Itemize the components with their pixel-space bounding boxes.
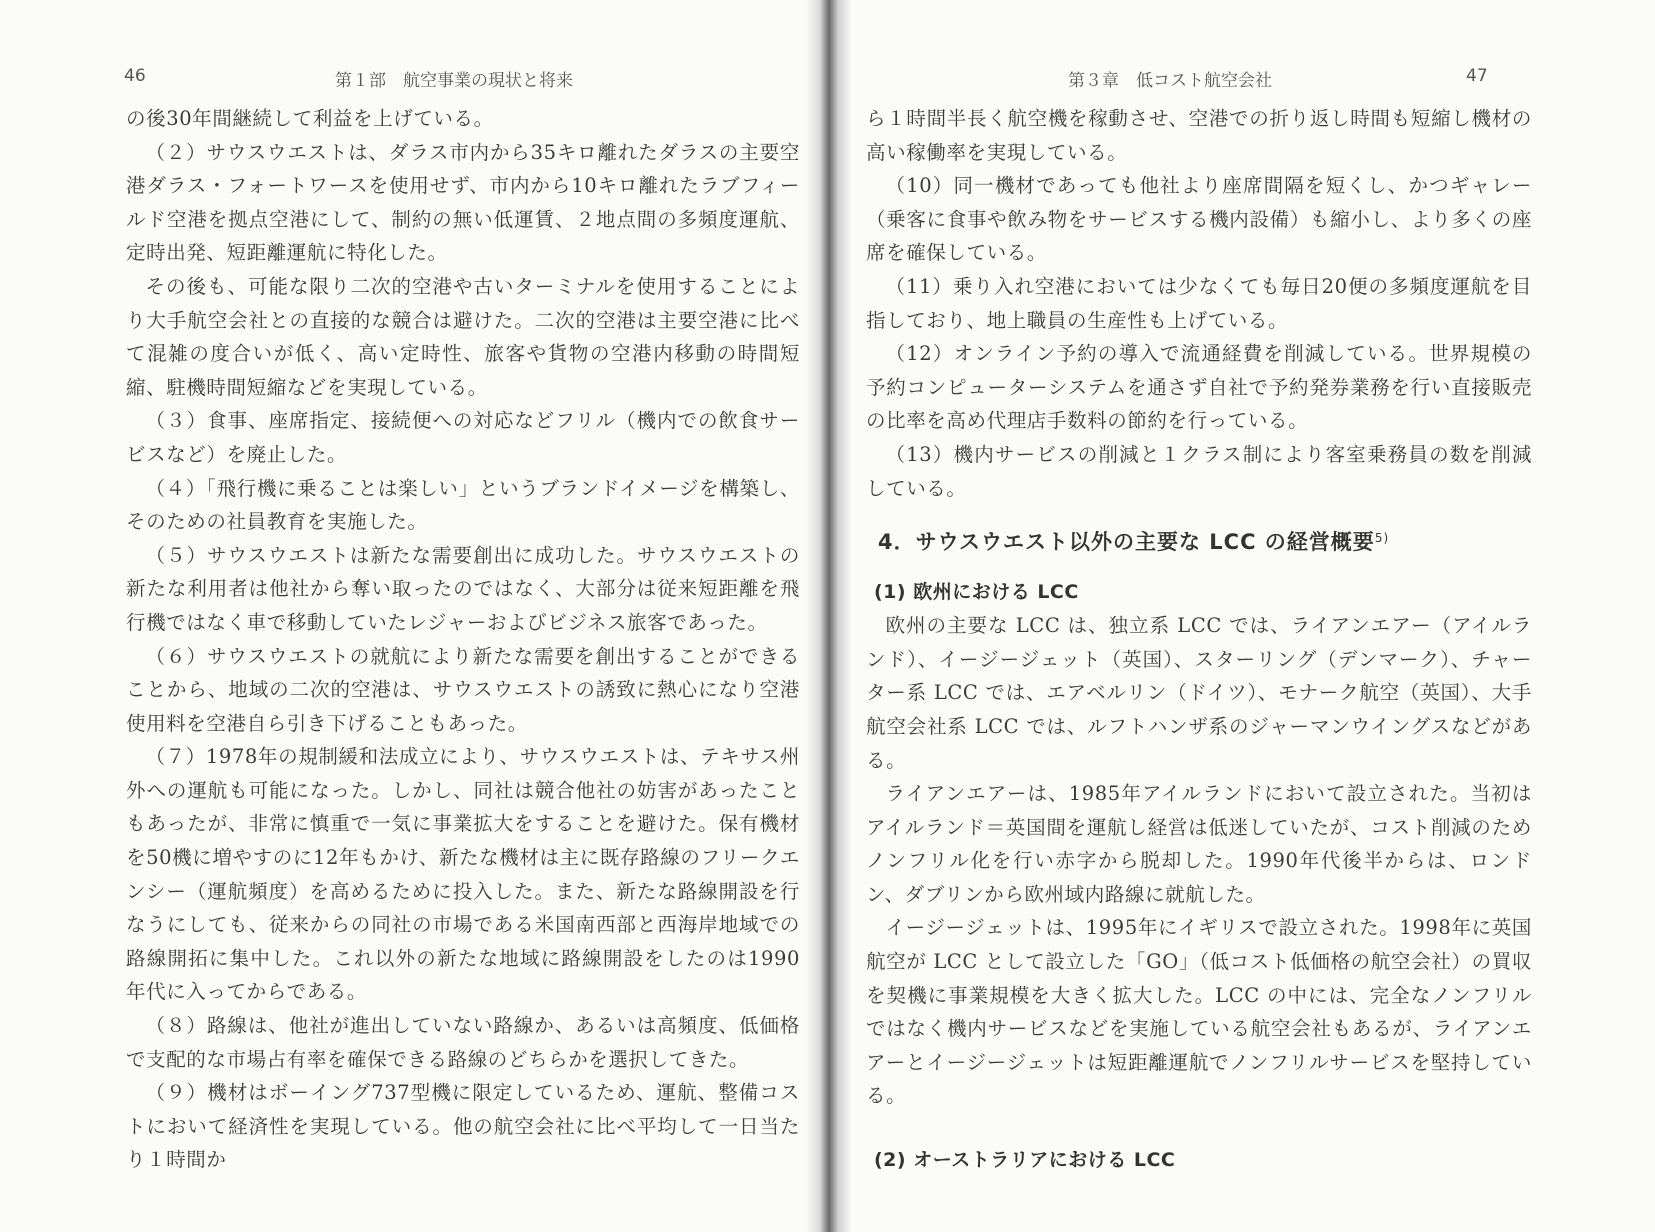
- paragraph: （８）路線は、他社が進出していない路線か、あるいは高頻度、低価格で支配的な市場占有率を確保できる路線のどちらかを選択してきた。: [126, 1014, 800, 1071]
- section-heading: [866, 525, 1532, 559]
- paragraph: （６）サウスウエストの就航により新たな需要を創出することができることから、地域の二次的空港は、サウスウエストの誘致に熱心になり空港使用料を空港自ら引き下げることもあった。: [126, 644, 800, 735]
- page-number-right: 47: [1466, 66, 1488, 86]
- paragraph: その後も、可能な限り二次的空港や古いターミナルを使用することにより大手航空会社との直接的な競合は避けた。二次的空港は主要空港に比べて混雑の度合いが低く、高い定時性、旅客や貨物の空港内移動の時間短縮、駐機時間短縮などを実現している。: [126, 274, 800, 399]
- paragraph: （11）乗り入れ空港においては少なくても毎日20便の多頻度運航を目指しており、地上職員の生産性も上げている。: [866, 274, 1532, 332]
- running-head-right: 第３章 低コスト航空会社: [1068, 71, 1272, 91]
- paragraph: ライアンエアーは、1985年アイルランドにおいて設立された。当初はアイルランド＝英国間を運航し経営は低迷していたが、コスト削減のためノンフリル化を行い赤字から脱却した。1990年代後半からは、ロンドン、ダブリンから欧州域内路線に就航した。: [866, 782, 1532, 906]
- paragraph: （10）同一機材であっても他社より座席間隔を短くし、かつギャレー（乗客に食事や飲み物をサービスする機内設備）も縮小し、より多くの座席を確保している。: [866, 174, 1532, 265]
- spacer: [866, 1113, 1532, 1143]
- footnote-ref: 5): [1374, 531, 1390, 546]
- paragraph: （２）サウスウエストは、ダラス市内から35キロ離れたダラスの主要空港ダラス・フォートワースを使用せず、市内から10キロ離れたラブフィールド空港を拠点空港にして、制約の無い低運賃、２地点間の多頻度運航、定時出発、短距離運航に特化した。: [126, 140, 800, 265]
- paragraph: の後30年間継続して利益を上げている。: [126, 107, 494, 130]
- paragraph: （５）サウスウエストは新たな需要創出に成功した。サウスウエストの新たな利用者は他社から奪い取ったのではなく、大部分は従来短距離を飛行機ではなく車で移動していたレジャーおよびビジネス旅客であった。: [126, 543, 800, 634]
- left-body-text: [126, 102, 800, 1177]
- subsection-heading-europe: (1) 欧州における LCC: [874, 581, 1079, 604]
- right-body-text: [866, 102, 1532, 1177]
- page-number-left: 46: [124, 66, 146, 86]
- paragraph: ら１時間半長く航空機を稼動させ、空港での折り返し時間も短縮し機材の高い稼働率を実現している。: [866, 107, 1532, 164]
- subsection-heading-australia: (2) オーストラリアにおける LCC: [874, 1149, 1176, 1172]
- paragraph: （12）オンライン予約の導入で流通経費を削減している。世界規模の予約コンピューターシステムを通さず自社で予約発券業務を行い直接販売の比率を高め代理店手数料の節約を行っている。: [866, 342, 1532, 433]
- section-heading-text: 4．サウスウエスト以外の主要な LCC の経営概要: [878, 530, 1375, 555]
- right-page: [828, 0, 1655, 1232]
- paragraph: （３）食事、座席指定、接続便への対応などフリル（機内での飲食サービスなど）を廃止した。: [126, 409, 800, 466]
- paragraph: （７）1978年の規制緩和法成立により、サウスウエストは、テキサス州外への運航も可能になった。しかし、同社は競合他社の妨害があったこともあったが、非常に慎重で一気に事業拡大をすることを避けた。保有機材を50機に増やすのに12年もかけ、新たな機材は主に既存路線のフリークエンシー（運航頻度）を高めるために投入した。また、新たな路線開設を行なうにしても、従来からの同社の市場である米国南西部と西海岸地域での路線開拓に集中した。これ以外の新たな地域に路線開設をしたのは1990年代に入ってからである。: [126, 745, 800, 1004]
- paragraph: イージージェットは、1995年にイギリスで設立された。1998年に英国航空が LCC として設立した「GO」（低コスト低価格の航空会社）の買収を契機に事業規模を大きく拡大した。LCC の中には、完全なノンフリルではなく機内サービスなどを実施している航空会社もあるが、ライアンエアーとイージージェットは短距離運航でノンフリルサービスを堅持している。: [866, 916, 1532, 1108]
- book-gutter: [806, 0, 852, 1232]
- paragraph: （９）機材はボーイング737型機に限定しているため、運航、整備コストにおいて経済性を実現している。他の航空会社に比べ平均して一日当たり１時間か: [126, 1081, 800, 1172]
- paragraph: （13）機内サービスの削減と１クラス制により客室乗務員の数を削減している。: [866, 442, 1532, 500]
- running-head-left: 第１部 航空事業の現状と将来: [335, 71, 573, 91]
- paragraph: （４）「飛行機に乗ることは楽しい」というブランドイメージを構築し、そのための社員教育を実施した。: [126, 476, 800, 534]
- paragraph: 欧州の主要な LCC は、独立系 LCC では、ライアンエアー（アイルランド）、イージージェット（英国）、スターリング（デンマーク）、チャーター系 LCC では、エアベルリン（ドイツ）、モナーク航空（英国）、大手航空会社系 LCC では、ルフトハンザ系のジャーマンウイングスなどがある。: [866, 614, 1532, 772]
